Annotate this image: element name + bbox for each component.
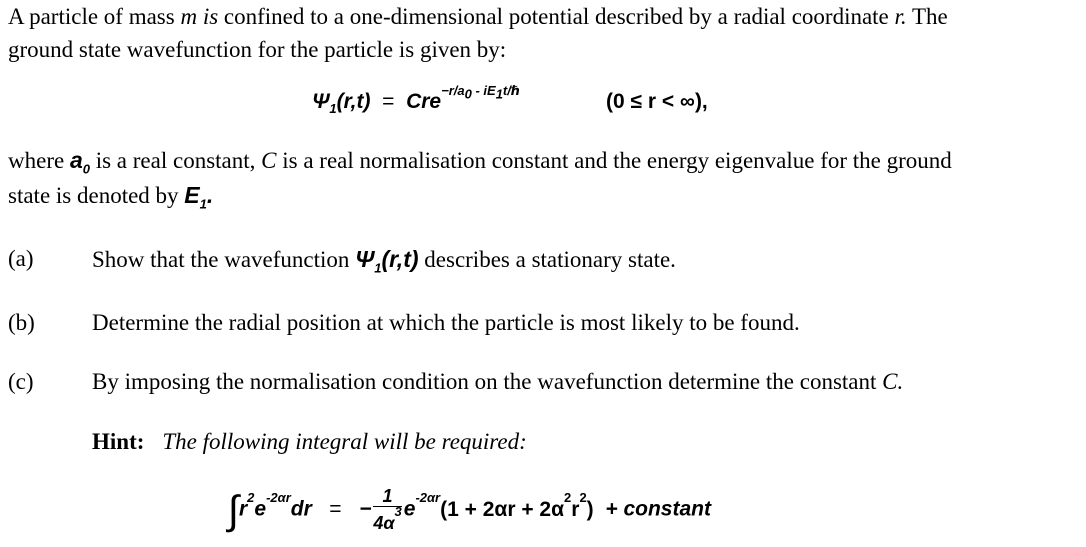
coord-symbol: r. <box>894 4 907 29</box>
part-a-psi-sub: 1 <box>374 260 382 276</box>
intro-text-c: The <box>906 4 948 29</box>
state-text: state is denoted by <box>8 183 185 208</box>
wavefunction-equation <box>312 83 521 117</box>
part-c-label: (c) <box>8 369 34 394</box>
e1-symbol: E <box>184 182 200 208</box>
bracket-expression <box>440 489 594 521</box>
where-text-b: is a real constant, <box>89 148 262 173</box>
period: . <box>206 182 214 208</box>
dr-symbol: dr <box>290 497 312 521</box>
exponent-sub: 0 <box>464 86 472 102</box>
constant-term: + constant <box>605 497 711 521</box>
a0-symbol: a <box>69 147 83 173</box>
e1-subscript: 1 <box>199 196 207 212</box>
fraction-numerator: 1 <box>373 486 401 507</box>
where-line-2 <box>8 182 213 213</box>
integrand-square: 2 <box>247 489 255 505</box>
a0-subscript: 0 <box>82 161 90 177</box>
exponent-b: - iE <box>471 83 496 98</box>
exponent-a: −r/a <box>441 83 465 98</box>
psi-symbol: Ψ <box>312 90 330 113</box>
bracket-sup-2: 2 <box>579 489 587 505</box>
bracket-sup: 2 <box>564 489 572 505</box>
hint-label: Hint: <box>92 429 145 454</box>
intro-text-a: A particle of mass <box>8 4 181 29</box>
fraction-den-sup: 3 <box>394 504 402 519</box>
part-a-text <box>92 246 676 276</box>
where-text-c: is a real normalisation constant and the energy eigenvalue for the ground <box>276 148 952 173</box>
integral-sign: ∫ <box>228 488 239 533</box>
part-a-psi: Ψ <box>355 246 375 272</box>
fraction-denominator <box>373 504 402 534</box>
part-a-args: (r,t) <box>381 246 419 272</box>
intro-line-1 <box>8 4 948 30</box>
part-b-label: (b) <box>8 310 35 335</box>
part-a-text-a: Show that the wavefunction <box>92 247 356 272</box>
exponent-sub2: 1 <box>495 86 503 102</box>
fraction <box>373 486 401 534</box>
intro-line-2: ground state wavefunction for the particle is given by: <box>8 37 507 62</box>
exponent <box>441 83 521 102</box>
psi-args: (r,t) <box>336 90 371 113</box>
part-c-text <box>92 369 903 395</box>
equation-rhs: Cre <box>406 90 442 113</box>
bracket-text: (1 + 2αr + 2α <box>440 497 565 521</box>
integral-equation <box>228 486 711 544</box>
mass-symbol: m is <box>180 4 219 29</box>
bracket-close: ) <box>586 497 594 521</box>
hint-line <box>92 429 527 455</box>
integrand-exponent: -2αr <box>266 489 291 505</box>
where-text-a: where <box>8 148 70 173</box>
hint-text: The following integral will be required: <box>162 429 527 454</box>
fraction-den-base: 4α <box>373 513 395 533</box>
integrand-r: r <box>238 497 248 521</box>
integrand-e: e <box>254 497 267 521</box>
rhs-e: e <box>403 497 416 521</box>
where-line-1 <box>8 147 952 178</box>
psi-subscript: 1 <box>329 101 337 117</box>
part-a-label: (a) <box>8 246 34 271</box>
equals-sign-2: = <box>329 497 342 521</box>
bracket-r: r <box>571 497 580 521</box>
exponent-c: t/ℏ <box>502 83 521 98</box>
part-c-symbol: C. <box>882 369 904 394</box>
part-a-text-b: describes a stationary state. <box>418 247 676 272</box>
intro-text-b: confined to a one-dimensional potential described by a radial coordinate <box>218 4 895 29</box>
domain-condition: (0 ≤ r < ∞), <box>606 90 708 113</box>
equals-sign: = <box>382 90 395 113</box>
c-symbol: C <box>261 148 277 173</box>
part-b-text: Determine the radial position at which the particle is most likely to be found. <box>92 310 800 335</box>
rhs-exponent: -2αr <box>415 489 441 505</box>
minus-sign: − <box>359 497 372 521</box>
part-c-text-a: By imposing the normalisation condition on the wavefunction determine the constant <box>92 369 883 394</box>
